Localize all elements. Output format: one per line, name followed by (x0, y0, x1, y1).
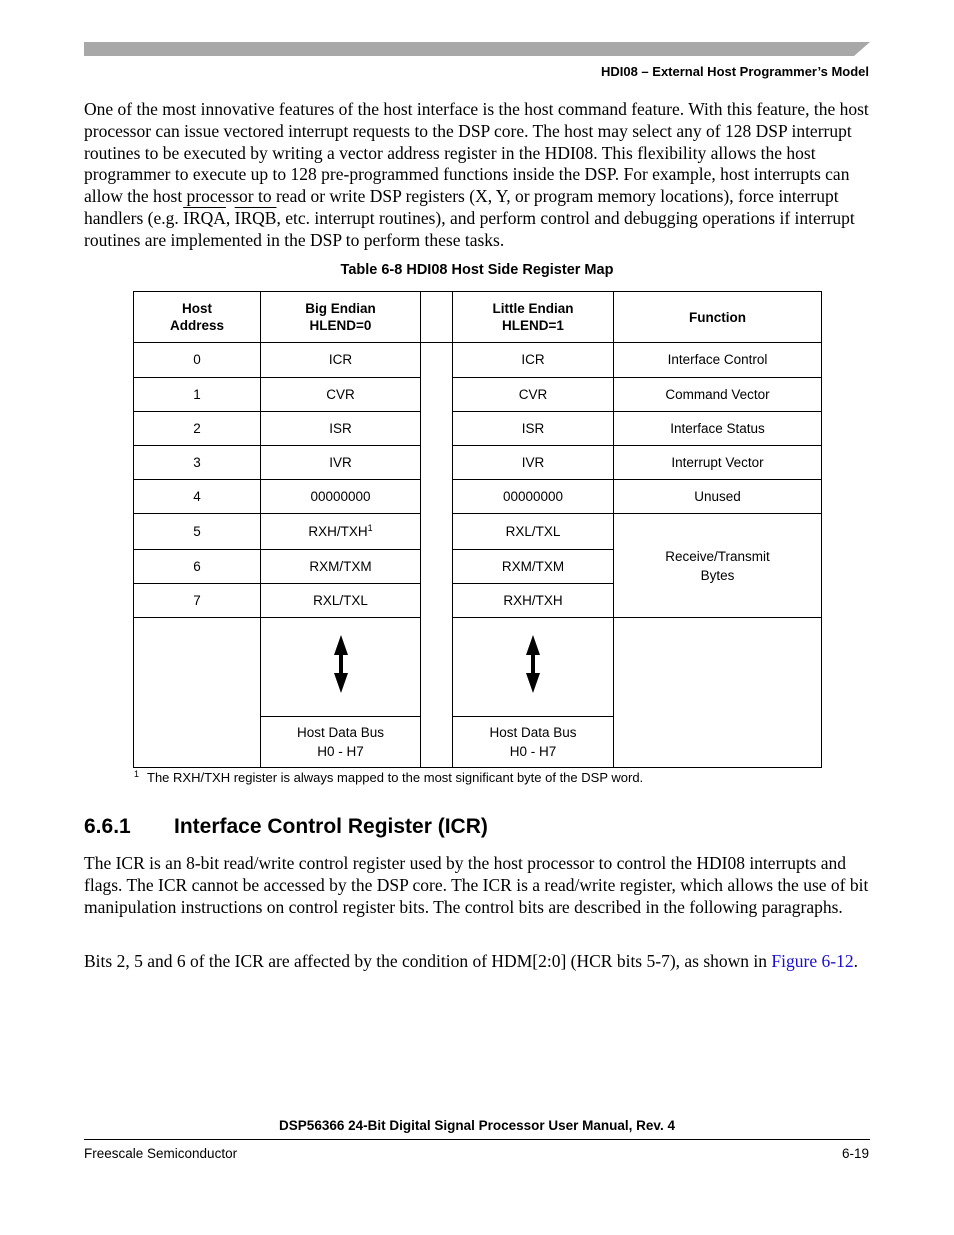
header-little-endian: Little Endian HLEND=1 (453, 292, 614, 343)
header-bar (84, 42, 870, 56)
table-row (134, 377, 822, 411)
cell-address: 2 (134, 411, 261, 445)
cell-function: Unused (614, 480, 822, 514)
empty-function-cell (614, 617, 822, 767)
cell-big-endian: 00000000 (261, 480, 421, 514)
table-row (134, 480, 822, 514)
header-big-endian: Big Endian HLEND=0 (261, 292, 421, 343)
intro-text-2: , etc. interrupt routines), and perform control and debugging operations if interrupt routines are implemented in the DSP to perform these tasks. (84, 207, 855, 250)
cell-big-endian: IVR (261, 445, 421, 479)
table-row (134, 514, 822, 549)
icr-paragraph-2-end: . (853, 951, 858, 971)
cell-little-endian: CVR (453, 377, 614, 411)
irqb-signal: IRQB (234, 207, 277, 228)
double-arrow-icon (525, 635, 541, 693)
cell-big-endian: CVR (261, 377, 421, 411)
cell-address: 1 (134, 377, 261, 411)
cell-big-endian: ISR (261, 411, 421, 445)
section-title: Interface Control Register (ICR) (174, 815, 488, 838)
cell-address: 6 (134, 549, 261, 583)
double-arrow-icon (333, 635, 349, 693)
little-endian-bus-arrow (453, 617, 614, 716)
footer-divider (84, 1139, 870, 1140)
icr-paragraph-1: The ICR is an 8-bit read/write control register used by the host processor to control the HDI08 interrupts and flags. The ICR cannot be accessed by the DSP core. The ICR is a read/write register, which allows the use of bit manipulation instructions on control register bits. The control bits are described in the following paragraphs. (84, 853, 869, 917)
little-endian-bus-label: Host Data Bus H0 - H7 (453, 716, 614, 767)
table-caption: Table 6-8 HDI08 Host Side Register Map (340, 262, 614, 278)
cell-big-endian (261, 514, 421, 549)
footnote-text: The RXH/TXH register is always mapped to the most significant byte of the DSP word. (147, 770, 644, 785)
cell-little-endian: RXH/TXH (453, 583, 614, 617)
cell-little-endian: 00000000 (453, 480, 614, 514)
big-endian-bus-label: Host Data Bus H0 - H7 (261, 716, 421, 767)
spacer-column (421, 343, 453, 768)
footer-title: DSP56366 24-Bit Digital Signal Processor User Manual, Rev. 4 (279, 1118, 675, 1133)
cell-address: 4 (134, 480, 261, 514)
intro-paragraph (84, 99, 870, 252)
cell-function: Interface Status (614, 411, 822, 445)
cell-big-endian: RXL/TXL (261, 583, 421, 617)
header-function: Function (614, 292, 822, 343)
running-head: HDI08 – External Host Programmer’s Model (600, 64, 869, 79)
header-host-address: Host Address (134, 292, 261, 343)
cell-function: Interface Control (614, 343, 822, 377)
table-arrow-row (134, 617, 822, 716)
table-row (134, 343, 822, 377)
icr-paragraph-2 (84, 951, 870, 973)
table-header-row (134, 292, 822, 343)
cell-little-endian: RXL/TXL (453, 514, 614, 549)
cell-big-endian: ICR (261, 343, 421, 377)
cell-little-endian: ISR (453, 411, 614, 445)
section-heading (84, 815, 488, 839)
cell-little-endian: ICR (453, 343, 614, 377)
cell-function: Command Vector (614, 377, 822, 411)
table-row (134, 445, 822, 479)
cell-big-endian-text: RXH/TXH (308, 523, 368, 539)
irqa-signal: IRQA (183, 207, 226, 228)
intro-separator: , (225, 207, 235, 228)
footnote-mark: 1 (134, 769, 140, 779)
cell-function: Interrupt Vector (614, 445, 822, 479)
section-number: 6.6.1 (84, 815, 131, 838)
cell-little-endian: RXM/TXM (453, 549, 614, 583)
cell-address: 3 (134, 445, 261, 479)
big-endian-bus-arrow (261, 617, 421, 716)
cell-address: 7 (134, 583, 261, 617)
intro-text-1: One of the most innovative features of the host interface is the host command feature. With this feature, the host processor can issue vectored interrupt requests to the DSP core. The host may select any of 128 DSP interrupt routines to be executed by writing a vector address register in the HDI08. This flexibility allows the host programmer to execute up to 128 pre-programmed functions inside the DSP. For example, host interrupts can allow the host processor to read or write DSP registers (X, Y, or program memory locations), force interrupt handlers (e.g. (84, 99, 869, 228)
table-row (134, 411, 822, 445)
footnote-reference: 1 (367, 522, 373, 533)
cell-address: 0 (134, 343, 261, 377)
header-spacer (421, 292, 453, 343)
cell-little-endian: IVR (453, 445, 614, 479)
table-footnote (134, 769, 643, 785)
cell-address: 5 (134, 514, 261, 549)
cell-big-endian: RXM/TXM (261, 549, 421, 583)
footer-company: Freescale Semiconductor (84, 1146, 238, 1161)
figure-6-12-link[interactable]: Figure 6-12 (771, 951, 854, 971)
empty-address-cell (134, 617, 261, 767)
icr-paragraph-2-text: Bits 2, 5 and 6 of the ICR are affected by the condition of HDM[2:0] (HCR bits 5-7), as shown in (84, 951, 772, 971)
register-map-table (133, 291, 822, 768)
page-number: 6-19 (841, 1146, 869, 1161)
cell-function-merged: Receive/Transmit Bytes (614, 514, 822, 618)
